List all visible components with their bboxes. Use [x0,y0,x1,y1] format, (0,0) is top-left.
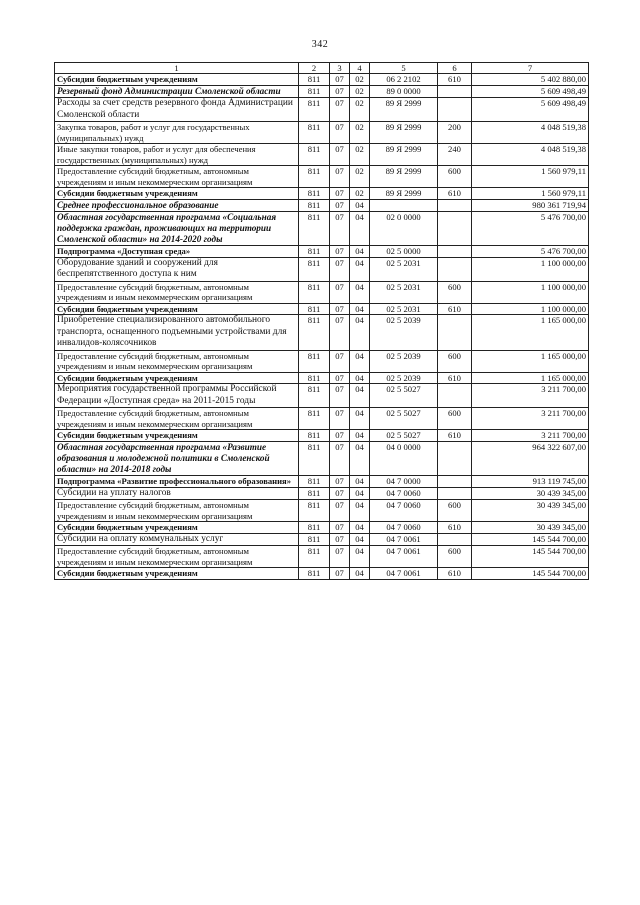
subsection-code-cell: 02 [350,122,370,144]
target-article-cell: 02 5 2039 [370,372,438,383]
amount-cell: 1 100 000,00 [472,257,589,281]
table-row [55,315,589,350]
amount-cell: 5 609 498,49 [472,98,589,122]
expense-type-cell [438,257,472,281]
expense-type-cell [438,533,472,545]
target-article-cell: 89 Я 2999 [370,144,438,166]
target-article-cell: 89 Я 2999 [370,122,438,144]
target-article-cell: 04 7 0060 [370,522,438,533]
section-code-cell: 07 [330,257,350,281]
section-code-cell: 07 [330,122,350,144]
table-row [55,74,589,85]
amount-cell: 4 048 519,38 [472,122,589,144]
subsection-code-cell: 04 [350,246,370,257]
section-code-cell: 07 [330,315,350,350]
table-row [55,350,589,372]
column-header: 2 [299,63,330,74]
ministry-code-cell: 811 [299,441,330,476]
row-name-cell: Мероприятия государственной программы Российской Федерации «Доступная среда» на 2011-2015 годы [55,384,299,408]
ministry-code-cell: 811 [299,350,330,372]
subsection-code-cell: 04 [350,199,370,211]
section-code-cell: 07 [330,350,350,372]
amount-cell: 145 544 700,00 [472,546,589,568]
expense-type-cell [438,85,472,97]
target-article-cell: 02 5 2039 [370,350,438,372]
expense-type-cell: 610 [438,568,472,579]
amount-cell: 1 100 000,00 [472,281,589,303]
ministry-code-cell: 811 [299,199,330,211]
row-name-cell: Областная государственная программа «Социальная поддержка граждан, проживающих на территории Смоленской области» на 2014-2020 годы [55,211,299,246]
target-article-cell: 02 5 2031 [370,303,438,314]
table-row [55,257,589,281]
section-code-cell: 07 [330,430,350,441]
page-number: 342 [311,39,329,50]
subsection-code-cell: 04 [350,522,370,533]
amount-cell: 5 476 700,00 [472,246,589,257]
target-article-cell: 89 Я 2999 [370,166,438,188]
expense-type-cell [438,246,472,257]
section-code-cell: 07 [330,568,350,579]
ministry-code-cell: 811 [299,487,330,499]
amount-cell: 1 165 000,00 [472,350,589,372]
expense-type-cell: 610 [438,430,472,441]
ministry-code-cell: 811 [299,122,330,144]
expense-type-cell [438,199,472,211]
ministry-code-cell: 811 [299,522,330,533]
amount-cell: 145 544 700,00 [472,533,589,545]
section-code-cell: 07 [330,476,350,487]
ministry-code-cell: 811 [299,315,330,350]
amount-cell: 913 119 745,00 [472,476,589,487]
row-name-cell: Приобретение специализированного автомобильного транспорта, оснащенного подъемными устройствами для инвалидов-колясочников [55,315,299,350]
expense-type-cell: 600 [438,281,472,303]
ministry-code-cell: 811 [299,257,330,281]
section-code-cell: 07 [330,303,350,314]
target-article-cell: 02 5 2031 [370,281,438,303]
ministry-code-cell: 811 [299,476,330,487]
table-row [55,199,589,211]
subsection-code-cell: 04 [350,408,370,430]
ministry-code-cell: 811 [299,188,330,199]
target-article-cell: 02 5 2031 [370,257,438,281]
table-body [55,74,589,579]
row-name-cell: Резервный фонд Администрации Смоленской области [55,85,299,97]
expense-type-cell [438,487,472,499]
subsection-code-cell: 04 [350,476,370,487]
subsection-code-cell: 04 [350,384,370,408]
table-row [55,487,589,499]
table-row [55,500,589,522]
expense-type-cell: 600 [438,350,472,372]
target-article-cell [370,199,438,211]
row-name-cell: Субсидии бюджетным учреждениям [55,372,299,383]
table-row [55,98,589,122]
ministry-code-cell: 811 [299,144,330,166]
ministry-code-cell: 811 [299,372,330,383]
ministry-code-cell: 811 [299,246,330,257]
target-article-cell: 04 7 0061 [370,533,438,545]
row-name-cell: Предоставление субсидий бюджетным, автономным учреждениям и иным некоммерческим организациям [55,500,299,522]
target-article-cell: 02 5 5027 [370,430,438,441]
amount-cell: 1 560 979,11 [472,166,589,188]
table-row [55,533,589,545]
amount-cell: 5 402 880,00 [472,74,589,85]
expense-type-cell: 200 [438,122,472,144]
section-code-cell: 07 [330,441,350,476]
table-row [55,430,589,441]
target-article-cell: 04 0 0000 [370,441,438,476]
row-name-cell: Предоставление субсидий бюджетным, автономным учреждениям и иным некоммерческим организациям [55,281,299,303]
ministry-code-cell: 811 [299,568,330,579]
row-name-cell: Субсидии на оплату коммунальных услуг [55,533,299,545]
expense-type-cell: 600 [438,546,472,568]
column-header: 5 [370,63,438,74]
subsection-code-cell: 04 [350,430,370,441]
amount-cell: 3 211 700,00 [472,408,589,430]
amount-cell: 1 165 000,00 [472,315,589,350]
ministry-code-cell: 811 [299,211,330,246]
table-row [55,476,589,487]
expense-type-cell: 610 [438,188,472,199]
subsection-code-cell: 02 [350,98,370,122]
subsection-code-cell: 02 [350,74,370,85]
target-article-cell: 04 7 0000 [370,476,438,487]
ministry-code-cell: 811 [299,85,330,97]
ministry-code-cell: 811 [299,500,330,522]
row-name-cell: Субсидии бюджетным учреждениям [55,568,299,579]
subsection-code-cell: 04 [350,211,370,246]
amount-cell: 3 211 700,00 [472,384,589,408]
expense-type-cell [438,211,472,246]
expense-type-cell: 600 [438,500,472,522]
section-code-cell: 07 [330,522,350,533]
subsection-code-cell: 04 [350,441,370,476]
table-row [55,246,589,257]
expense-type-cell [438,441,472,476]
amount-cell: 1 165 000,00 [472,372,589,383]
section-code-cell: 07 [330,408,350,430]
target-article-cell: 89 0 0000 [370,85,438,97]
section-code-cell: 07 [330,384,350,408]
ministry-code-cell: 811 [299,546,330,568]
ministry-code-cell: 811 [299,98,330,122]
column-header: 4 [350,63,370,74]
expense-type-cell: 610 [438,372,472,383]
expense-type-cell: 610 [438,522,472,533]
table-row [55,281,589,303]
row-name-cell: Подпрограмма «Развитие профессионального образования» [55,476,299,487]
row-name-cell: Расходы за счет средств резервного фонда Администрации Смоленской области [55,98,299,122]
expense-type-cell [438,384,472,408]
subsection-code-cell: 02 [350,144,370,166]
row-name-cell: Предоставление субсидий бюджетным, автономным учреждениям и иным некоммерческим организациям [55,166,299,188]
row-name-cell: Субсидии бюджетным учреждениям [55,74,299,85]
table-row [55,372,589,383]
subsection-code-cell: 04 [350,350,370,372]
ministry-code-cell: 811 [299,303,330,314]
column-header: 3 [330,63,350,74]
row-name-cell: Областная государственная программа «Развитие образования и молодежной политики в Смоленской области» на 2014-2018 годы [55,441,299,476]
column-header: 1 [55,63,299,74]
subsection-code-cell: 04 [350,315,370,350]
column-header: 6 [438,63,472,74]
ministry-code-cell: 811 [299,533,330,545]
ministry-code-cell: 811 [299,281,330,303]
section-code-cell: 07 [330,533,350,545]
table-row [55,144,589,166]
subsection-code-cell: 04 [350,487,370,499]
section-code-cell: 07 [330,281,350,303]
target-article-cell: 02 5 5027 [370,384,438,408]
table-row [55,188,589,199]
table-row [55,408,589,430]
amount-cell: 5 609 498,49 [472,85,589,97]
row-name-cell: Предоставление субсидий бюджетным, автономным учреждениям и иным некоммерческим организациям [55,350,299,372]
section-code-cell: 07 [330,487,350,499]
table-row [55,85,589,97]
row-name-cell: Субсидии на уплату налогов [55,487,299,499]
target-article-cell: 04 7 0060 [370,487,438,499]
target-article-cell: 89 Я 2999 [370,188,438,199]
section-code-cell: 07 [330,211,350,246]
column-number-row [55,63,589,74]
target-article-cell: 04 7 0060 [370,500,438,522]
subsection-code-cell: 04 [350,303,370,314]
section-code-cell: 07 [330,199,350,211]
row-name-cell: Предоставление субсидий бюджетным, автономным учреждениям и иным некоммерческим организациям [55,408,299,430]
target-article-cell: 04 7 0061 [370,546,438,568]
section-code-cell: 07 [330,166,350,188]
target-article-cell: 02 5 5027 [370,408,438,430]
table-row [55,522,589,533]
row-name-cell: Субсидии бюджетным учреждениям [55,303,299,314]
budget-table [54,62,589,580]
table-row [55,568,589,579]
section-code-cell: 07 [330,98,350,122]
ministry-code-cell: 811 [299,384,330,408]
row-name-cell: Среднее профессиональное образование [55,199,299,211]
subsection-code-cell: 04 [350,546,370,568]
amount-cell: 30 439 345,00 [472,487,589,499]
amount-cell: 980 361 719,94 [472,199,589,211]
row-name-cell: Предоставление субсидий бюджетным, автономным учреждениям и иным некоммерческим организациям [55,546,299,568]
table-row [55,441,589,476]
table-row [55,211,589,246]
row-name-cell: Субсидии бюджетным учреждениям [55,522,299,533]
subsection-code-cell: 04 [350,281,370,303]
section-code-cell: 07 [330,188,350,199]
target-article-cell: 02 5 0000 [370,246,438,257]
table-row [55,546,589,568]
expense-type-cell [438,315,472,350]
section-code-cell: 07 [330,546,350,568]
expense-type-cell [438,476,472,487]
row-name-cell: Субсидии бюджетным учреждениям [55,430,299,441]
section-code-cell: 07 [330,74,350,85]
table-row [55,303,589,314]
subsection-code-cell: 04 [350,500,370,522]
row-name-cell: Субсидии бюджетным учреждениям [55,188,299,199]
subsection-code-cell: 02 [350,188,370,199]
amount-cell: 1 100 000,00 [472,303,589,314]
amount-cell: 30 439 345,00 [472,500,589,522]
ministry-code-cell: 811 [299,74,330,85]
target-article-cell: 06 2 2102 [370,74,438,85]
section-code-cell: 07 [330,246,350,257]
row-name-cell: Оборудование зданий и сооружений для беспрепятственного доступа к ним [55,257,299,281]
ministry-code-cell: 811 [299,408,330,430]
subsection-code-cell: 04 [350,533,370,545]
row-name-cell: Закупка товаров, работ и услуг для государственных (муниципальных) нужд [55,122,299,144]
expense-type-cell: 600 [438,166,472,188]
expense-type-cell: 610 [438,303,472,314]
expense-type-cell: 610 [438,74,472,85]
subsection-code-cell: 02 [350,166,370,188]
amount-cell: 1 560 979,11 [472,188,589,199]
table-row [55,384,589,408]
amount-cell: 145 544 700,00 [472,568,589,579]
ministry-code-cell: 811 [299,166,330,188]
target-article-cell: 02 0 0000 [370,211,438,246]
table-row [55,166,589,188]
amount-cell: 5 476 700,00 [472,211,589,246]
expense-type-cell: 600 [438,408,472,430]
section-code-cell: 07 [330,372,350,383]
subsection-code-cell: 04 [350,568,370,579]
target-article-cell: 04 7 0061 [370,568,438,579]
section-code-cell: 07 [330,144,350,166]
amount-cell: 964 322 607,00 [472,441,589,476]
expense-type-cell [438,98,472,122]
row-name-cell: Иные закупки товаров, работ и услуг для обеспечения государственных (муниципальных) нужд [55,144,299,166]
amount-cell: 30 439 345,00 [472,522,589,533]
section-code-cell: 07 [330,500,350,522]
subsection-code-cell: 02 [350,85,370,97]
subsection-code-cell: 04 [350,372,370,383]
table-row [55,122,589,144]
ministry-code-cell: 811 [299,430,330,441]
amount-cell: 4 048 519,38 [472,144,589,166]
row-name-cell: Подпрограмма «Доступная среда» [55,246,299,257]
target-article-cell: 89 Я 2999 [370,98,438,122]
amount-cell: 3 211 700,00 [472,430,589,441]
target-article-cell: 02 5 2039 [370,315,438,350]
expense-type-cell: 240 [438,144,472,166]
column-header: 7 [472,63,589,74]
subsection-code-cell: 04 [350,257,370,281]
section-code-cell: 07 [330,85,350,97]
